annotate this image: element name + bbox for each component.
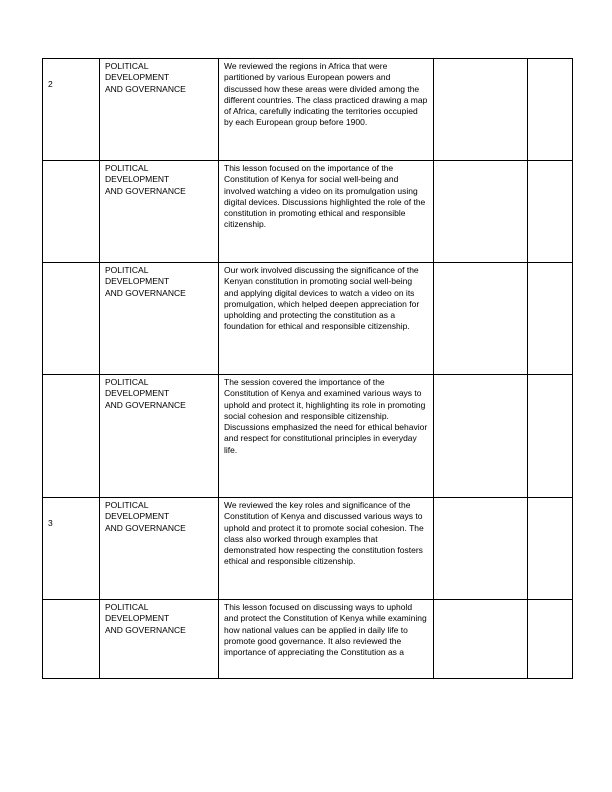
- table-row: [43, 161, 573, 263]
- table-row: [43, 375, 573, 498]
- description-cell: [219, 375, 434, 498]
- strand-cell: [100, 375, 219, 498]
- strand-cell: [100, 600, 219, 679]
- description-text: This lesson focused on the importance of the Constitution of Kenya for social well-being and involved watching a video on its promulgation using digital devices. Discussions highlighted the role of the constitution in promoting ethical and responsible citizenship.: [224, 163, 426, 230]
- strand-text: POLITICAL DEVELOPMENT AND GOVERNANCE: [105, 500, 186, 533]
- empty-cell: [528, 59, 573, 161]
- table-row: [43, 600, 573, 679]
- table-row: [43, 59, 573, 161]
- description-cell: [219, 161, 434, 263]
- week-cell: [43, 498, 100, 600]
- empty-cell: [528, 375, 573, 498]
- empty-cell: [434, 375, 528, 498]
- description-text: We reviewed the regions in Africa that were partitioned by various European powers and discussed how these areas were divided among the different countries. The class practiced drawing a map of Africa, carefully indicating the territories occupied by each European group before 1900.: [224, 61, 428, 128]
- strand-text: POLITICAL DEVELOPMENT AND GOVERNANCE: [105, 602, 186, 635]
- empty-cell: [434, 498, 528, 600]
- description-text: This lesson focused on discussing ways to uphold and protect the Constitution of Kenya while examining how national values can be applied in daily life to promote good governance. It also reviewed the importance of appreciating the Constitution as a: [224, 602, 427, 658]
- strand-text: POLITICAL DEVELOPMENT AND GOVERNANCE: [105, 163, 186, 196]
- strand-cell: [100, 498, 219, 600]
- week-cell: [43, 59, 100, 161]
- week-cell: [43, 263, 100, 375]
- strand-cell: [100, 59, 219, 161]
- week-number: 2: [48, 79, 53, 89]
- empty-cell: [528, 263, 573, 375]
- lesson-log-table: [42, 58, 573, 679]
- week-cell: [43, 600, 100, 679]
- description-text: Our work involved discussing the significance of the Kenyan constitution in promoting social well-being and applying digital devices to watch a video on its promulgation, which helped deepen appreciation for upholding and protecting the constitution as a foundation for ethical and responsible citizenship.: [224, 265, 420, 332]
- week-cell: [43, 375, 100, 498]
- strand-cell: [100, 161, 219, 263]
- description-cell: [219, 600, 434, 679]
- empty-cell: [434, 59, 528, 161]
- empty-cell: [528, 161, 573, 263]
- strand-text: POLITICAL DEVELOPMENT AND GOVERNANCE: [105, 61, 186, 94]
- description-cell: [219, 59, 434, 161]
- empty-cell: [528, 498, 573, 600]
- strand-text: POLITICAL DEVELOPMENT AND GOVERNANCE: [105, 265, 186, 298]
- week-cell: [43, 161, 100, 263]
- description-cell: [219, 263, 434, 375]
- empty-cell: [434, 263, 528, 375]
- strand-cell: [100, 263, 219, 375]
- description-text: We reviewed the key roles and significance of the Constitution of Kenya and discussed various ways to uphold and protect it to promote social cohesion. The class also worked through examples that demonstrated how respecting the constitution fosters ethical and responsible citizenship.: [224, 500, 424, 567]
- table-row: [43, 263, 573, 375]
- week-number: 3: [48, 518, 53, 528]
- empty-cell: [434, 161, 528, 263]
- empty-cell: [528, 600, 573, 679]
- empty-cell: [434, 600, 528, 679]
- strand-text: POLITICAL DEVELOPMENT AND GOVERNANCE: [105, 377, 186, 410]
- table-row: [43, 498, 573, 600]
- description-text: The session covered the importance of the Constitution of Kenya and examined various ways to uphold and protect it, highlighting its role in promoting social cohesion and responsible citizenship. Discussions emphasized the need for ethical behavior and respect for constitutional principles in everyday life.: [224, 377, 428, 455]
- description-cell: [219, 498, 434, 600]
